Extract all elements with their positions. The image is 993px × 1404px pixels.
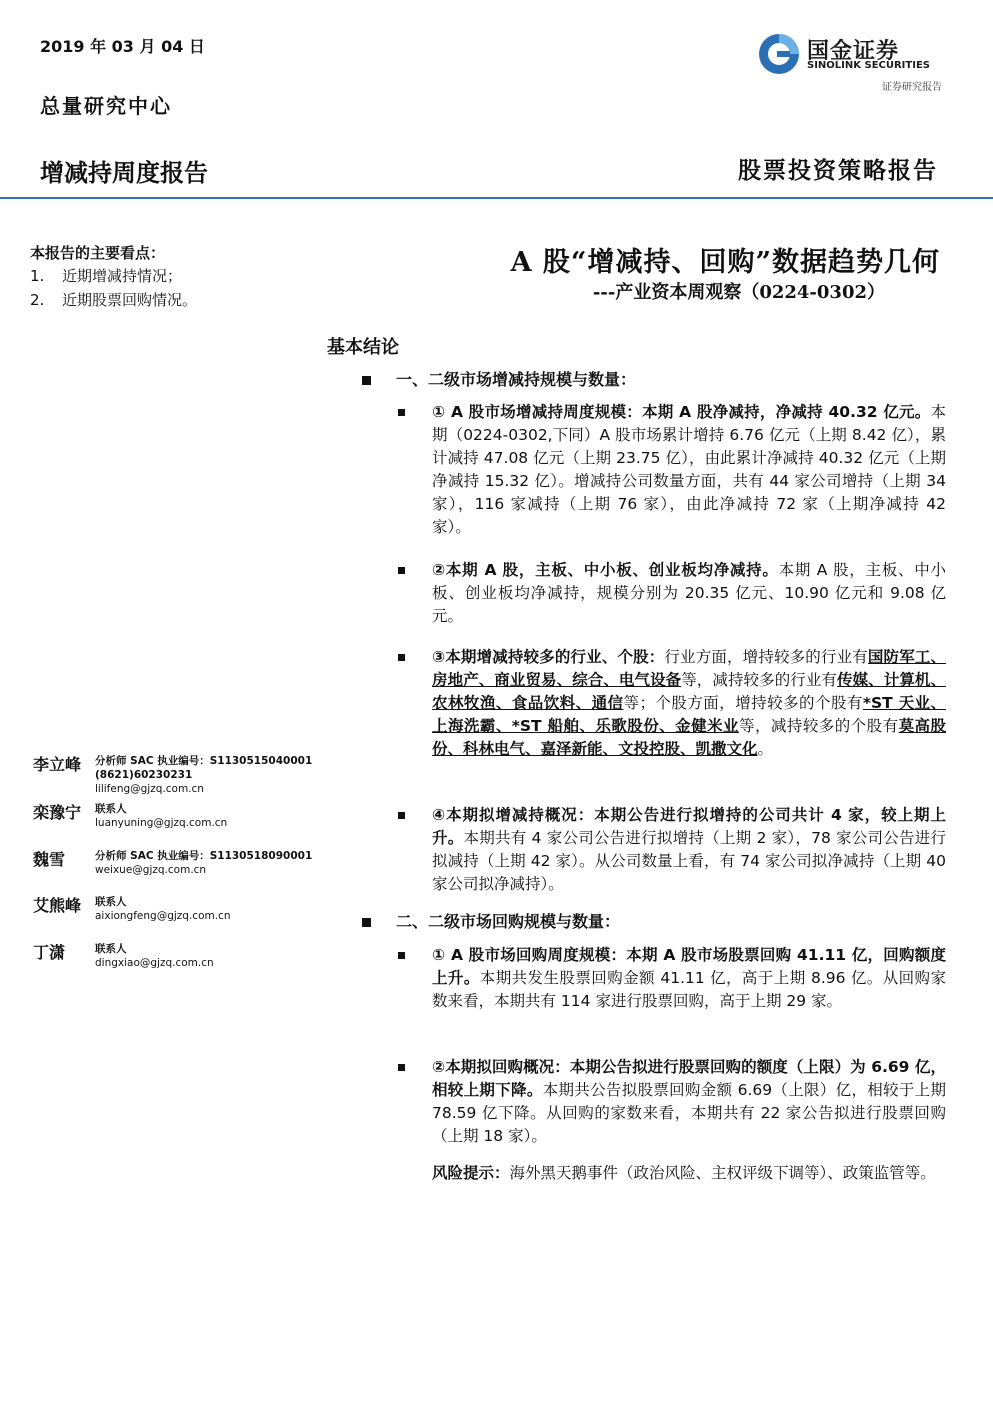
point-text: 等；个股方面，增持较多的个股有	[623, 694, 863, 712]
analyst-email[interactable]: dingxiao@gjzq.com.cn	[95, 957, 214, 969]
point-text: 本期 A 股，主板、中小板、创业板均净减持，规模分别为 20.35 亿元、10.90 亿元和 9.08 亿元。	[432, 561, 946, 625]
analyst-email[interactable]: weixue@gjzq.com.cn	[95, 864, 207, 876]
analyst-name: 丁潇	[33, 943, 66, 962]
analyst-role: 联系人	[95, 803, 127, 815]
report-title: A 股“增减持、回购”数据趋势几何	[510, 247, 940, 278]
point-lead: ③本期增减持较多的行业、个股：	[432, 648, 665, 666]
point-text: 行业方面，增持较多的行业有	[664, 648, 868, 666]
bullet-square-icon	[398, 654, 405, 661]
report-subtitle: ---产业资本周观察（0224-0302）	[592, 282, 885, 303]
bullet-square-icon	[398, 952, 405, 959]
top-sell-industries: 传媒、计算机、农林牧渔、食品饮料、通信	[432, 671, 946, 712]
section-title: 基本结论	[327, 337, 399, 358]
part1-heading	[362, 367, 636, 390]
header-divider	[0, 197, 993, 199]
report-category: 股票投资策略报告	[738, 157, 938, 184]
risk-label: 风险提示：	[432, 1164, 510, 1182]
point-lead: ④本期拟增减持概况：本期公告进行拟增持的公司共计 4 家，较上期上升。	[432, 806, 946, 847]
highlight-item	[30, 288, 197, 312]
logo-mark-icon	[757, 32, 801, 76]
analyst-name: 艾熊峰	[33, 896, 82, 915]
part2-point2	[398, 1056, 946, 1148]
analyst-role: 分析师 SAC 执业编号：S1130518090001	[95, 850, 313, 862]
analyst-role: 联系人	[95, 943, 127, 955]
part1-point4	[398, 804, 946, 896]
point-text: 本期共公告拟股票回购金额 6.69（上限）亿，相较于上期 78.59 亿下降。从回购的家数来看，本期共有 22 家公告拟进行股票回购（上期 18 家）。	[432, 1081, 946, 1145]
analyst-name: 李立峰	[33, 755, 82, 774]
part2-heading-text: 二、二级市场回购规模与数量：	[396, 912, 621, 931]
bullet-square-icon	[398, 1064, 405, 1071]
part2-heading	[362, 909, 620, 932]
analyst-name: 魏雪	[33, 850, 66, 869]
bullet-square-icon	[362, 918, 371, 927]
risk-text: 海外黑天鹅事件（政治风险、主权评级下调等）、政策监管等。	[509, 1164, 936, 1182]
bullet-square-icon	[398, 567, 405, 574]
point-text: 。	[757, 740, 774, 758]
company-logo	[757, 32, 947, 94]
part1-point1	[398, 401, 946, 539]
highlight-text: 近期股票回购情况。	[62, 291, 198, 309]
risk-warning	[432, 1162, 946, 1185]
highlights-title: 本报告的主要看点：	[30, 244, 166, 262]
top-buy-stocks: *ST 天业、上海洗霸、*ST 船舶、乐歌股份、金健米业	[432, 694, 946, 735]
report-type: 增减持周度报告	[40, 159, 208, 187]
analyst-email[interactable]: aixiongfeng@gjzq.com.cn	[95, 910, 231, 922]
bullet-square-icon	[398, 409, 405, 416]
highlights-list	[30, 264, 197, 312]
part1-point3	[398, 646, 946, 761]
bullet-square-icon	[398, 812, 405, 819]
highlight-number: 2.	[30, 291, 45, 309]
highlight-item	[30, 264, 197, 288]
part1-point2	[398, 559, 946, 628]
analyst-phone: (8621)60230231	[95, 769, 193, 781]
part1-heading-text: 一、二级市场增减持规模与数量：	[396, 370, 637, 389]
analyst-role: 分析师 SAC 执业编号：S1130515040001	[95, 755, 313, 767]
point-text: 本期（0224-0302,下同）A 股市场累计增持 6.76 亿元（上期 8.42 亿），累计减持 47.08 亿元（上期 23.75 亿），由此累计净减持 40.32 亿元（上期净减持 15.32 亿）。增减持公司数量方面，共有 44 家公司增持（上期 34 家），116 家减持（上期 76 家），由此净减持 72 家（上期净减持 42 家）。	[432, 403, 946, 536]
point-text: 本期共发生股票回购金额 41.11 亿，高于上期 8.96 亿。从回购家数来看，本期共有 114 家进行股票回购，高于上期 29 家。	[432, 969, 946, 1010]
highlight-text: 近期增减持情况；	[62, 267, 183, 285]
point-text: 等，减持较多的行业有	[681, 671, 838, 689]
part2-point1	[398, 944, 946, 1013]
analyst-email[interactable]: lilifeng@gjzq.com.cn	[95, 783, 204, 795]
logo-en-text: SINOLINK SECURITIES	[807, 60, 930, 71]
logo-cn-text: 国金证券	[807, 39, 900, 64]
research-center: 总量研究中心	[40, 94, 172, 118]
logo-subtitle: 证券研究报告	[882, 82, 942, 93]
report-date: 2019 年 03 月 04 日	[40, 37, 205, 56]
analyst-role: 联系人	[95, 896, 127, 908]
analyst-email[interactable]: luanyuning@gjzq.com.cn	[95, 817, 228, 829]
analyst-name: 栾豫宁	[33, 803, 82, 822]
highlight-number: 1.	[30, 267, 45, 285]
point-text: 本期共有 4 家公司公告进行拟增持（上期 2 家），78 家公司公告进行拟减持（上期 42 家）。从公司数量上看，有 74 家公司拟净减持（上期 40 家公司拟净减持）。	[432, 829, 946, 893]
point-lead: ②本期 A 股，主板、中小板、创业板均净减持。	[432, 561, 779, 579]
top-sell-stocks: 莫高股份、科林电气、嘉泽新能、文投控股、凯撒文化	[432, 717, 946, 758]
point-lead: ① A 股市场增减持周度规模：本期 A 股净减持，净减持 40.32 亿元。	[432, 403, 931, 421]
bullet-square-icon	[362, 376, 371, 385]
point-text: 等，减持较多的个股有	[738, 717, 899, 735]
point-lead: ① A 股市场回购周度规模：本期 A 股市场股票回购 41.11 亿，回购额度上升。	[432, 946, 946, 987]
top-buy-industries: 国防军工、房地产、商业贸易、综合、电气设备	[432, 648, 946, 689]
point-lead: ②本期拟回购概况：本期公告拟进行股票回购的额度（上限）为 6.69 亿，相较上期下降。	[432, 1058, 946, 1099]
